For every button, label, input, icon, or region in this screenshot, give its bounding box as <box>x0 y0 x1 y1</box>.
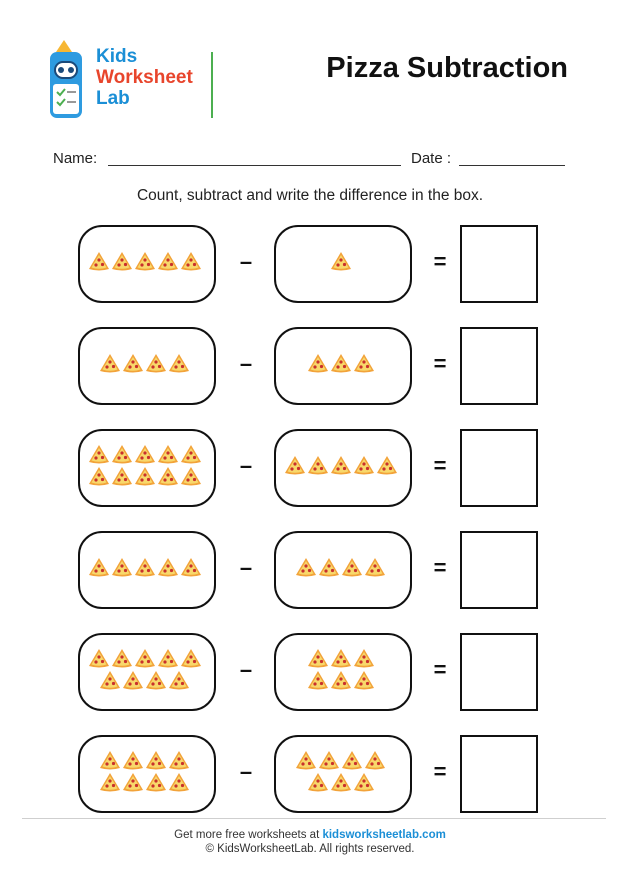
pizza-slice-icon <box>134 466 156 486</box>
page-title: Pizza Subtraction <box>326 52 568 84</box>
equals-sign: = <box>433 351 447 376</box>
pizza-slice-icon <box>122 772 144 792</box>
pizza-slice-icon <box>180 444 202 464</box>
pizza-slice-icon <box>111 648 133 668</box>
logo-line-1: Kids <box>96 46 138 67</box>
footer-copyright: © KidsWorksheetLab. All rights reserved. <box>205 843 415 855</box>
pizza-slice-icon <box>364 557 386 577</box>
minuend-pizza-group <box>78 735 216 813</box>
pizza-slice-icon <box>330 455 352 475</box>
pizza-slice-icon <box>353 772 375 792</box>
pizza-slice-icon <box>180 466 202 486</box>
equals-sign: = <box>433 249 447 274</box>
pizza-slice-icon <box>145 353 167 373</box>
minus-sign: – <box>239 351 253 376</box>
footer-promo <box>0 829 620 841</box>
pizza-slice-icon <box>353 455 375 475</box>
answer-box[interactable] <box>460 633 538 711</box>
answer-box[interactable] <box>460 225 538 303</box>
answer-box[interactable] <box>460 327 538 405</box>
header-divider <box>211 52 213 118</box>
pizza-slice-icon <box>330 648 352 668</box>
pencil-mascot-icon <box>38 38 94 128</box>
pizza-slice-icon <box>88 466 110 486</box>
minus-sign: – <box>239 555 253 580</box>
pizza-slice-icon <box>330 353 352 373</box>
pizza-slice-icon <box>168 670 190 690</box>
pizza-slice-icon <box>307 670 329 690</box>
subtrahend-pizza-group <box>274 531 412 609</box>
name-label: Name: <box>53 150 98 167</box>
pizza-slice-icon <box>307 455 329 475</box>
pizza-slice-icon <box>341 557 363 577</box>
pizza-slice-icon <box>295 750 317 770</box>
minus-sign: – <box>239 657 253 682</box>
pizza-slice-icon <box>330 772 352 792</box>
equals-sign: = <box>433 555 447 580</box>
pizza-slice-icon <box>134 557 156 577</box>
answer-box[interactable] <box>460 429 538 507</box>
subtrahend-pizza-group <box>274 327 412 405</box>
brand-logo <box>38 38 218 134</box>
subtrahend-pizza-group <box>274 429 412 507</box>
pizza-slice-icon <box>122 670 144 690</box>
logo-line-2: Worksheet <box>96 67 193 88</box>
equals-sign: = <box>433 657 447 682</box>
pizza-slice-icon <box>295 557 317 577</box>
footer-prefix: Get more free worksheets at <box>174 829 323 841</box>
pizza-slice-icon <box>134 444 156 464</box>
date-label: Date : <box>411 150 452 167</box>
pizza-slice-icon <box>157 648 179 668</box>
date-field[interactable] <box>459 165 565 166</box>
pizza-slice-icon <box>376 455 398 475</box>
minuend-pizza-group <box>78 531 216 609</box>
pizza-slice-icon <box>353 648 375 668</box>
instructions: Count, subtract and write the difference in the box. <box>136 187 484 204</box>
pizza-slice-icon <box>122 353 144 373</box>
pizza-slice-icon <box>134 251 156 271</box>
subtrahend-pizza-group <box>274 633 412 711</box>
pizza-slice-icon <box>307 353 329 373</box>
footer-link[interactable]: kidsworksheetlab.com <box>322 829 446 841</box>
answer-box[interactable] <box>460 735 538 813</box>
pizza-slice-icon <box>99 353 121 373</box>
pizza-slice-icon <box>157 251 179 271</box>
pizza-slice-icon <box>88 648 110 668</box>
minus-sign: – <box>239 453 253 478</box>
pizza-slice-icon <box>134 648 156 668</box>
pizza-slice-icon <box>88 444 110 464</box>
equals-sign: = <box>433 759 447 784</box>
footer-divider <box>22 818 606 819</box>
equals-sign: = <box>433 453 447 478</box>
pizza-slice-icon <box>180 648 202 668</box>
pizza-slice-icon <box>99 670 121 690</box>
pizza-slice-icon <box>111 251 133 271</box>
pizza-slice-icon <box>88 557 110 577</box>
pizza-slice-icon <box>145 750 167 770</box>
minuend-pizza-group <box>78 633 216 711</box>
pizza-slice-icon <box>180 251 202 271</box>
pizza-slice-icon <box>145 772 167 792</box>
logo-line-3: Lab <box>96 88 130 109</box>
pizza-slice-icon <box>353 353 375 373</box>
pizza-slice-icon <box>99 750 121 770</box>
pizza-slice-icon <box>364 750 386 770</box>
pizza-slice-icon <box>122 750 144 770</box>
pizza-slice-icon <box>318 750 340 770</box>
pizza-slice-icon <box>307 772 329 792</box>
pizza-slice-icon <box>318 557 340 577</box>
pizza-slice-icon <box>353 670 375 690</box>
logo-wordmark <box>96 46 193 109</box>
minus-sign: – <box>239 249 253 274</box>
pizza-slice-icon <box>168 750 190 770</box>
subtrahend-pizza-group <box>274 735 412 813</box>
minuend-pizza-group <box>78 327 216 405</box>
pizza-slice-icon <box>168 353 190 373</box>
pizza-slice-icon <box>88 251 110 271</box>
pizza-slice-icon <box>284 455 306 475</box>
pizza-slice-icon <box>341 750 363 770</box>
subtrahend-pizza-group <box>274 225 412 303</box>
pizza-slice-icon <box>111 466 133 486</box>
minuend-pizza-group <box>78 225 216 303</box>
pizza-slice-icon <box>157 557 179 577</box>
pizza-slice-icon <box>99 772 121 792</box>
pizza-slice-icon <box>307 648 329 668</box>
minus-sign: – <box>239 759 253 784</box>
pizza-slice-icon <box>168 772 190 792</box>
pizza-slice-icon <box>157 466 179 486</box>
pizza-slice-icon <box>180 557 202 577</box>
pizza-slice-icon <box>111 557 133 577</box>
pizza-slice-icon <box>157 444 179 464</box>
answer-box[interactable] <box>460 531 538 609</box>
pizza-slice-icon <box>330 251 352 271</box>
name-field[interactable] <box>108 165 401 166</box>
pizza-slice-icon <box>145 670 167 690</box>
pizza-slice-icon <box>111 444 133 464</box>
minuend-pizza-group <box>78 429 216 507</box>
pizza-slice-icon <box>330 670 352 690</box>
